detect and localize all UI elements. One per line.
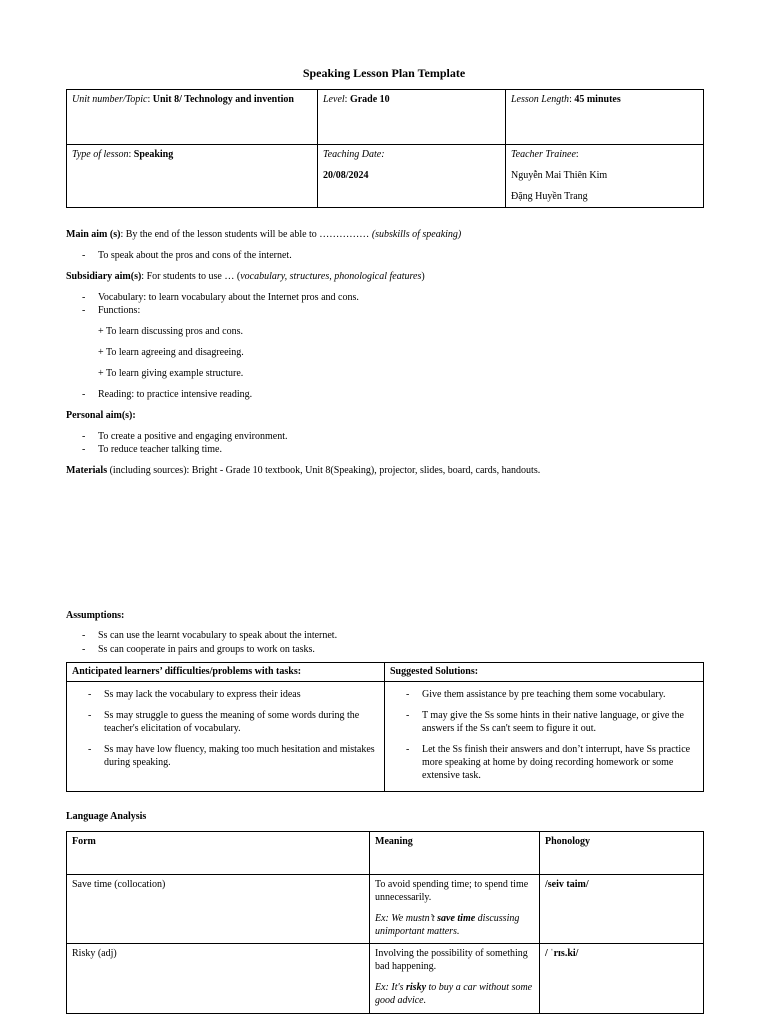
assumption-item: Ss can cooperate in pairs and groups to work on tasks. <box>98 644 315 655</box>
phonology-column-header: Phonology <box>545 836 591 847</box>
phonology-header-cell <box>540 832 704 875</box>
bullet-dash: - <box>82 630 86 641</box>
subsidiary-aim-close: ) <box>421 271 425 282</box>
level-cell: Level: Grade 10 <box>318 90 506 145</box>
problem-item: - Ss may struggle to guess the meaning of some words during the teacher's elicitation of vocabulary. <box>88 710 360 734</box>
bullet-dash: - <box>82 644 86 655</box>
difficulties-header-cell <box>67 663 385 682</box>
date-cell <box>318 145 506 208</box>
solution-text: Give them assistance by pre teaching them some vocabulary. <box>422 689 666 700</box>
problem-text: Ss may have low fluency, making too much hesitation and mistakes during speaking. <box>104 744 375 768</box>
difficulties-table <box>66 662 704 792</box>
date-label: Teaching Date: <box>323 149 385 160</box>
trainee-label: Teacher Trainee <box>511 149 576 160</box>
trainee-cell: Teacher Trainee: Nguyễn Mai Thiên Kim Đặng Huyền Trang <box>506 145 704 208</box>
form-header-cell <box>67 832 370 875</box>
phonology-cell <box>540 944 704 1014</box>
bullet-dash: - <box>82 389 86 400</box>
type-cell: Type of lesson: Speaking <box>67 145 318 208</box>
level-value: Grade 10 <box>349 94 390 105</box>
problem-item: - Ss may have low fluency, making too much hesitation and mistakes during speaking. <box>88 744 375 768</box>
length-label: Lesson Length <box>511 94 570 105</box>
meaning-text: Involving the possibility of something bad happening. <box>375 948 528 972</box>
solutions-header-cell <box>385 663 704 682</box>
type-value: Speaking <box>133 149 174 160</box>
date-value: 20/08/2024 <box>323 170 369 181</box>
function-sub-item: + To learn agreeing and disagreeing. <box>98 347 244 358</box>
main-aim-line <box>66 228 461 241</box>
phonology-text: / ˈrɪs.ki/ <box>545 948 579 959</box>
trainee-name-2: Đặng Huyền Trang <box>511 191 588 202</box>
main-aim-note: (subskills of speaking) <box>371 229 462 240</box>
problem-text: Ss may lack the vocabulary to express their ideas <box>104 689 301 700</box>
subsidiary-reading-item: Reading: to practice intensive reading. <box>98 389 253 400</box>
solution-item: - Give them assistance by pre teaching them some vocabulary. <box>406 689 666 700</box>
unit-label: Unit number/Topic <box>72 94 148 105</box>
level-label: Level <box>323 94 345 105</box>
table-row <box>67 875 704 944</box>
personal-aim-item: To create a positive and engaging environment. <box>98 431 288 442</box>
subsidiary-aim-text: : For students to use … ( <box>141 271 241 282</box>
form-cell: Save time (collocation) <box>67 875 370 944</box>
problem-text: Ss may struggle to guess the meaning of some words during the teacher's elicitation of vocabulary. <box>104 710 360 734</box>
function-sub-item: + To learn discussing pros and cons. <box>98 326 244 337</box>
problem-item: - Ss may lack the vocabulary to express their ideas <box>88 689 301 700</box>
assumptions-label: Assumptions: <box>66 610 125 621</box>
personal-aim-label: Personal aim(s): <box>66 410 136 421</box>
meaning-text: To avoid spending time; to spend time unnecessarily. <box>375 879 529 903</box>
form-column-header: Form <box>72 836 96 847</box>
solutions-cell <box>385 682 704 792</box>
type-label: Type of lesson <box>72 149 129 160</box>
solution-text: T may give the Ss some hints in their native language, or give the answers if the Ss can't seem to figure it out. <box>422 710 684 734</box>
subsidiary-functions-item: Functions: <box>98 305 141 316</box>
document-title: Speaking Lesson Plan Template <box>302 66 466 80</box>
example-text: Ex: It's <box>375 982 407 993</box>
trainee-name-1: Nguyễn Mai Thiên Kim <box>511 170 608 181</box>
length-value: 45 minutes <box>574 94 621 105</box>
phonology-text: /seiv taim/ <box>545 879 589 890</box>
subsidiary-aim-line <box>66 270 425 283</box>
bullet-dash: - <box>82 292 86 303</box>
problems-cell <box>67 682 385 792</box>
subsidiary-aim-label: Subsidiary aim(s) <box>66 271 142 282</box>
bullet-dash: - <box>82 305 86 316</box>
example-text: to buy a car without some good advice. <box>375 982 533 1006</box>
subsidiary-vocab-item: Vocabulary: to learn vocabulary about the Internet pros and cons. <box>98 292 359 303</box>
subsidiary-aim-note: vocabulary, structures, phonological features <box>240 271 422 282</box>
personal-aim-item: To reduce teacher talking time. <box>98 444 222 455</box>
table-row <box>67 944 704 1014</box>
lesson-info-table <box>66 89 704 208</box>
bullet-dash: - <box>82 250 86 261</box>
main-aim-label: Main aim (s) <box>66 229 121 240</box>
function-sub-item: + To learn giving example structure. <box>98 368 244 379</box>
example-keyword: save time <box>437 913 476 924</box>
unit-cell: Unit number/Topic: Unit 8/ Technology and invention <box>67 90 318 145</box>
materials-line <box>66 464 540 477</box>
main-aim-text: : By the end of the lesson students will be able to …………… <box>120 229 372 240</box>
meaning-cell <box>370 875 540 944</box>
solution-item: - Let the Ss finish their answers and don’t interrupt, have Ss practice more speaking at home by doing recording homework or some extensive task. <box>406 744 691 781</box>
difficulties-header: Anticipated learners’ difficulties/problems with tasks: <box>72 666 302 677</box>
solutions-header: Suggested Solutions: <box>390 666 479 677</box>
solution-item: - T may give the Ss some hints in their native language, or give the answers if the Ss can't seem to figure it out. <box>406 710 684 734</box>
language-analysis-table <box>66 831 704 1014</box>
unit-value: Unit 8/ Technology and invention <box>152 94 294 105</box>
phonology-cell <box>540 875 704 944</box>
main-aim-item: To speak about the pros and cons of the internet. <box>98 250 292 261</box>
meaning-cell <box>370 944 540 1014</box>
bullet-dash: - <box>82 444 86 455</box>
assumption-item: Ss can use the learnt vocabulary to speak about the internet. <box>98 630 338 641</box>
language-analysis-label: Language Analysis <box>66 811 147 822</box>
meaning-header-cell <box>370 832 540 875</box>
length-cell: Lesson Length: 45 minutes <box>506 90 704 145</box>
materials-label: Materials <box>66 465 108 476</box>
example-text: discussing unimportant matters. <box>375 913 520 937</box>
materials-text: (including sources): Bright - Grade 10 textbook, Unit 8(Speaking), projector, slides, board, cards, handouts. <box>107 465 541 476</box>
meaning-column-header: Meaning <box>375 836 413 847</box>
form-cell: Risky (adj) <box>67 944 370 1014</box>
example-text: Ex: We mustn’t <box>375 913 438 924</box>
example-keyword: risky <box>406 982 427 993</box>
solution-text: Let the Ss finish their answers and don’t interrupt, have Ss practice more speaking at home by doing recording homework or some extensive task. <box>422 744 691 781</box>
bullet-dash: - <box>82 431 86 442</box>
